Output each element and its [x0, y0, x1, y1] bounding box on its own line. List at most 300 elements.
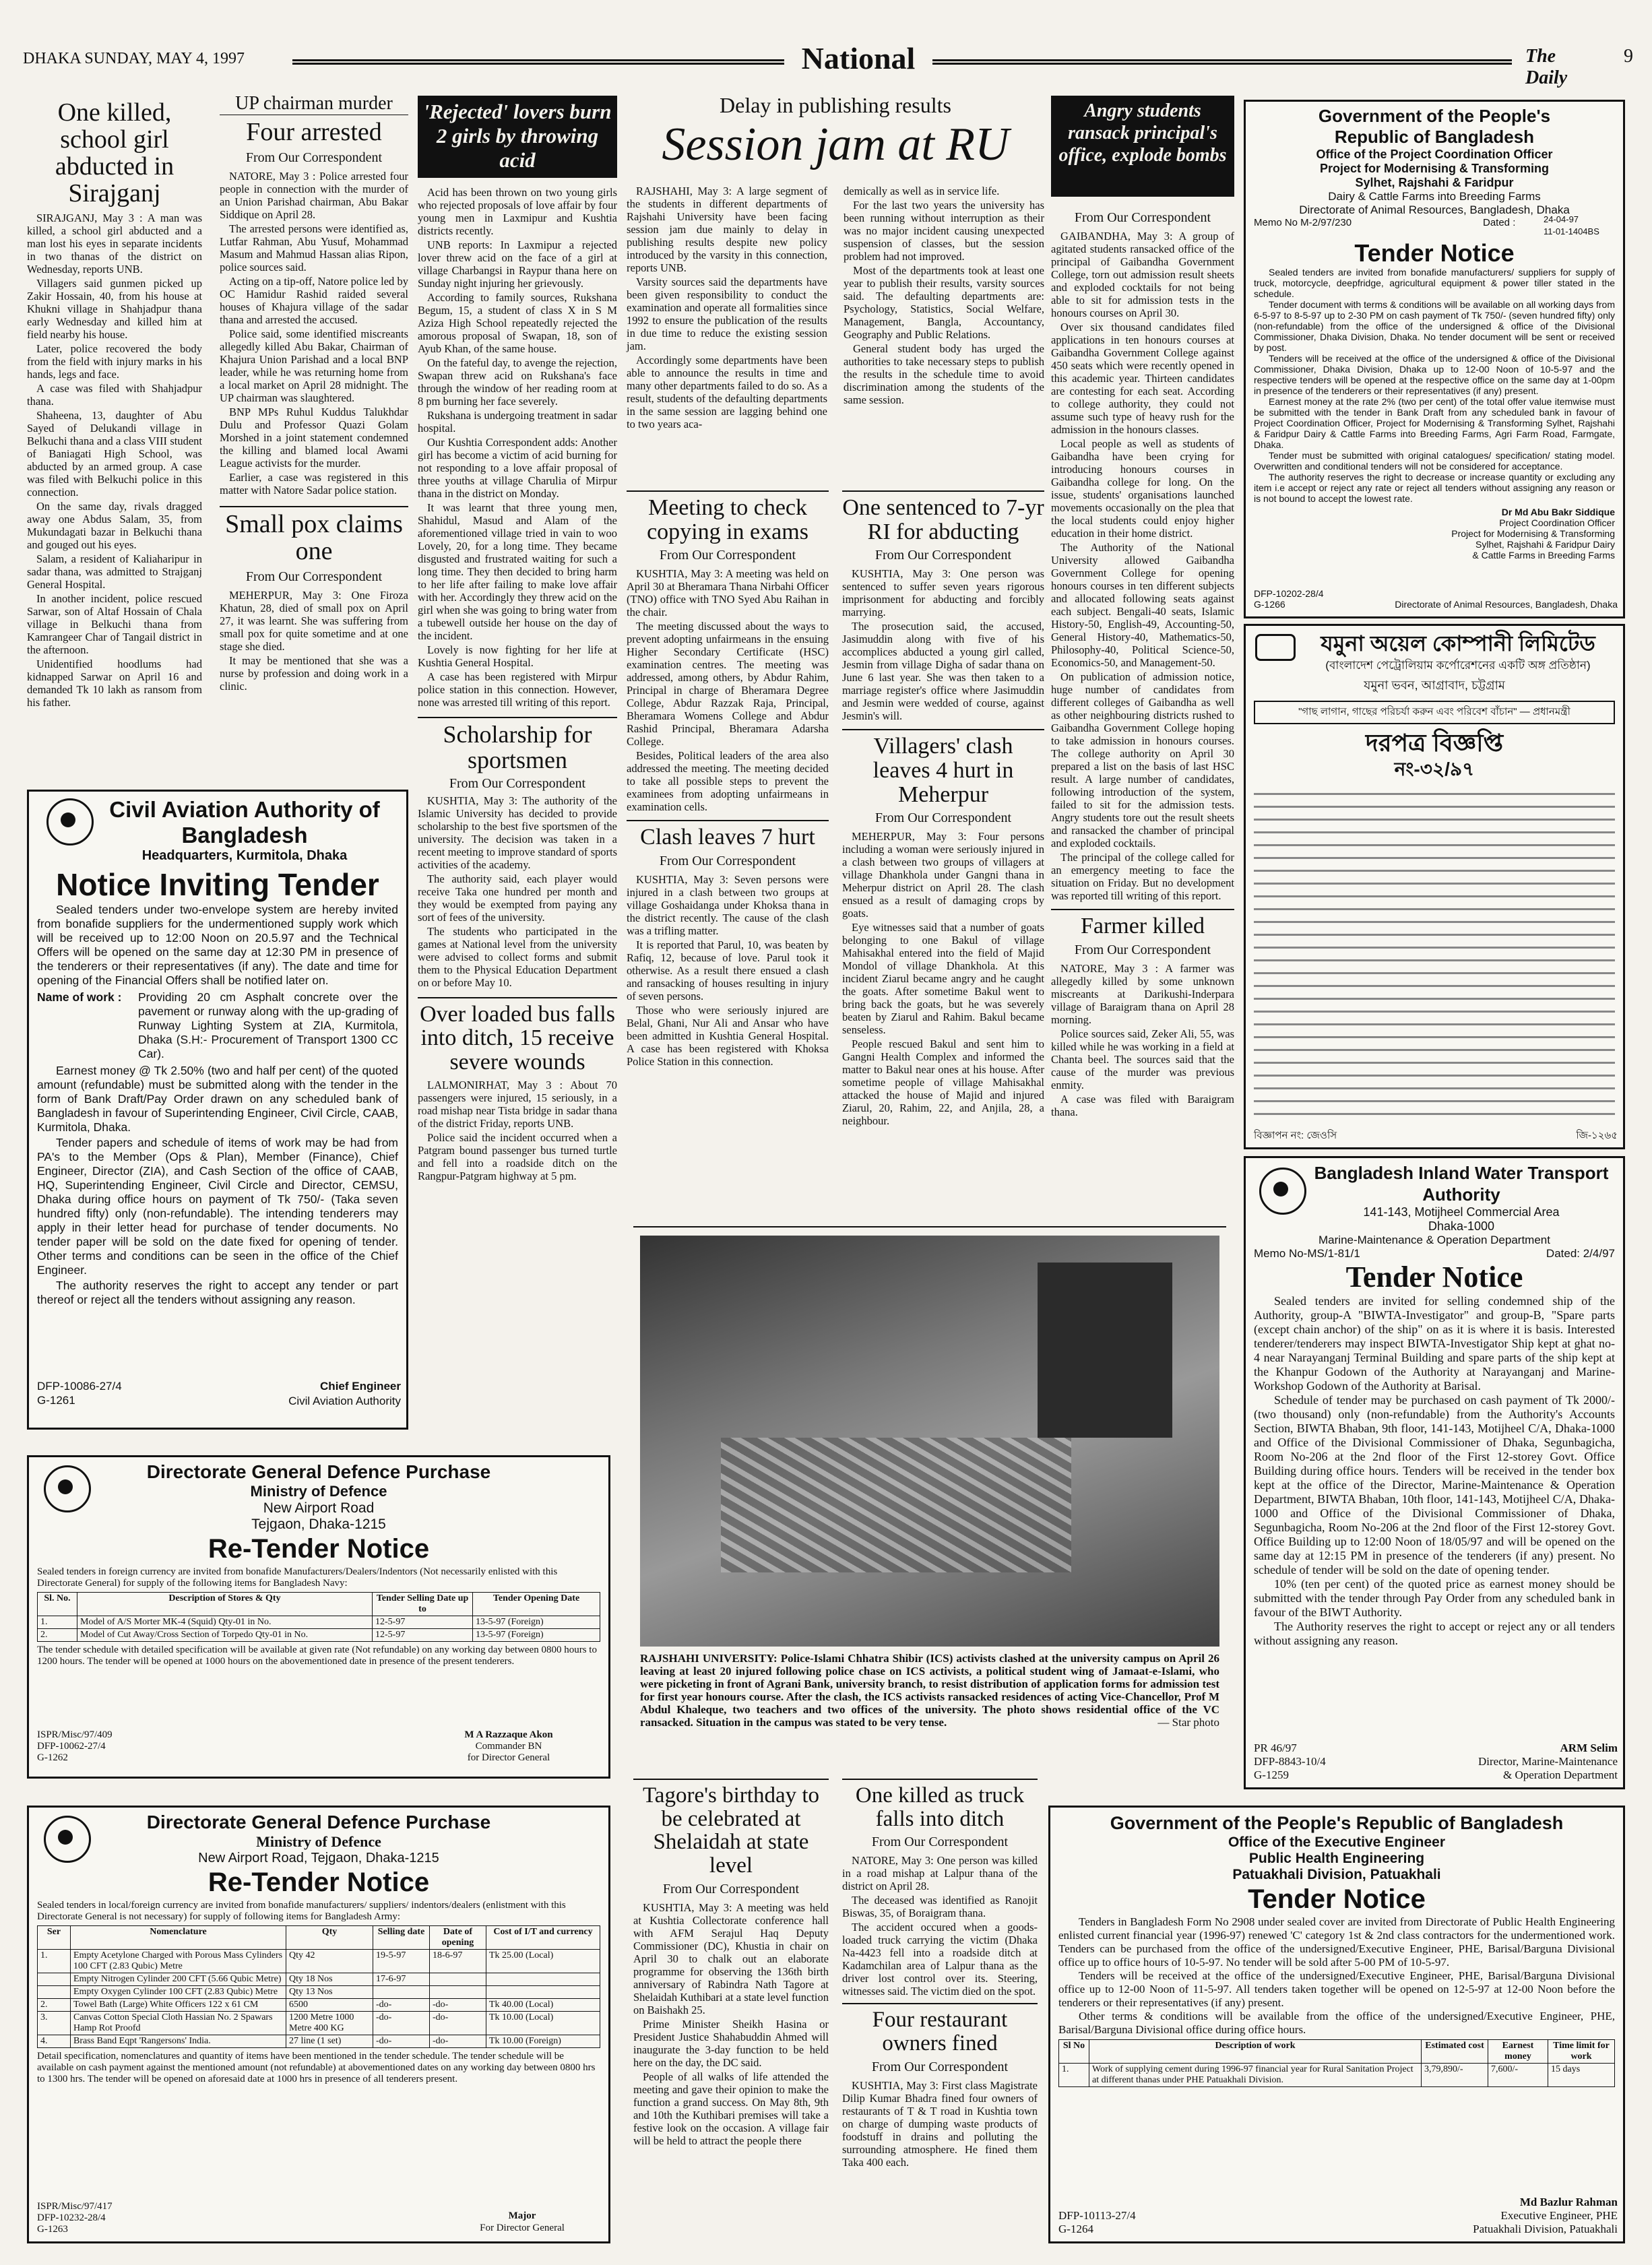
g-number: জি-১২৬৫ [1576, 1130, 1618, 1141]
notice-title: দরপত্র বিজ্ঞপ্তি [1365, 729, 1504, 757]
signer-line: Executive Engineer, PHE [1500, 2209, 1618, 2222]
work-label: Name of work : [37, 990, 122, 1004]
g-number: G-1259 [1254, 1768, 1289, 1781]
items-table [37, 1925, 600, 2048]
column-a [627, 185, 827, 432]
caab-emblem-icon [46, 798, 94, 846]
byline: From Our Correspondent [245, 569, 383, 584]
company-name: যমুনা অয়েল কোম্পানী লিমিটেড [1321, 631, 1595, 656]
paragraph: Local people as well as students of Gaibandha have been crying for introducing honours courses in Gaibandha college for long. On the issue, students' organisations launched movements occasionally on the plea that the local students could enjoy higher education in their home district. [1051, 437, 1234, 540]
paragraph: According to family sources, Rukshana Begum, 15, a student of class X in S M Aziza High School repeatedly rejected the amorous proposal of Swapan, 18, son of Ayub Khan, of the same house. [418, 291, 617, 355]
note-text: Detail specification, nomenclatures and quantity of items have been mentioned in the tender schedule. The tender schedule will be available on cash payment against the mentioned amount (not refundable) at abovementioned dates on any working day between 0800 hrs to 1300 hrs. The tender will be opened on aforesaid date at 1000 hrs in presence of all tenderers present. [37, 2051, 596, 2084]
cell: -do- [373, 2035, 430, 2048]
notice-title: Tender Notice [1354, 239, 1515, 267]
ad-phe-tender [1048, 1806, 1625, 2243]
notice-body [1058, 1915, 1615, 2037]
signer-line: Project Coordination Officer [1499, 517, 1615, 528]
office-line: Office of the Executive Engineer [1228, 1835, 1446, 1850]
dateline: DHAKA SUNDAY, MAY 4, 1997 [23, 50, 245, 67]
paragraph: It is reported that Parul, 10, was beaten by Rafiq, 12, because of love. Parul took it otherwise. As a result there ensued a clash and ransacking of houses resulting in injury of seven persons. [627, 938, 829, 1003]
paragraph: KUSHTIA, May 3: A meeting was held at Kushtia Collectorate conference hall with AFM Serajul Haq Deputy Commissioner (DC), Khustia in chair on April 30 to chalk out an elaborate programme for observing the 136th birth anniversary of Rabindra Nath Tagore at Shelaidah Kuthibari at a state level function on Baishakh 25. [633, 1901, 829, 2016]
masthead-rule-right [932, 59, 1512, 65]
byline: From Our Correspondent [245, 150, 383, 165]
notice-title: Notice Inviting Tender [56, 867, 379, 902]
table-row [38, 2035, 600, 2048]
paragraph: Earnest money @ Tk 2.50% (two and half per cent) of the quoted amount (refundable) must be submitted along with the tender in the form of Bank Draft/Pay Order drawn on any scheduled bank of Bangladesh in favour of Superintending Engineer, Civil Circle, CAAB, Kurmitola, Dhaka. [37, 1064, 398, 1134]
ref-number: DFP-10202-28/4 [1254, 588, 1324, 599]
ad-dgdp-navy [27, 1455, 610, 1779]
caption-text: RAJSHAHI UNIVERSITY: Police-Islami Chhatra Shibir (ICS) activists clashed at the university campus on April 26 leaving at least 20 injured following police chase on ICS activists, a political student wing of Jamaat-e-Islami, who were picketing in front of Agrani Bank, university branch, to resist distribution of application forms for admission test for first year honours course. After the clash, the ICS activists ransacked residences of acting Vice-Chancellor, Prof M Abdul Khaleque, two teachers and two offices of the university. The photo shows residential office of the VC ransacked. Situation in the campus was stated to be very tense. [640, 1652, 1219, 1729]
paragraph: The Authority reserves the right to accept or reject any or all tenders without assigning any reason. [1254, 1620, 1615, 1647]
article-angry-students [1051, 96, 1234, 1227]
cell: 12-5-97 [373, 1629, 473, 1642]
headline-restaurant: Four restaurant owners fined [842, 2003, 1038, 2055]
org-name: Directorate General Defence Purchase [146, 1461, 491, 1482]
signer-org: Civil Aviation Authority [288, 1395, 401, 1407]
work-table [1058, 2039, 1615, 2087]
byline: From Our Correspondent [875, 548, 1012, 563]
col-header: Description of work [1089, 2040, 1422, 2064]
paragraph: The principal of the college called for an emergency meeting to face the situation on Friday. But no development was reported till writing of this report. [1051, 851, 1234, 902]
col-header: Date of opening [430, 1926, 486, 1950]
address-line: New Airport Road [263, 1500, 375, 1516]
paragraph: Sealed tenders are invited from bonafide manufacturers/ suppliers for supply of truck, motorcycle, deepfridge, agricultural equipment & power tiller stated in the schedule. [1254, 267, 1615, 299]
cell [38, 1973, 71, 1986]
cell: Qty 18 Nos [286, 1973, 373, 1986]
cell [486, 1986, 600, 1999]
news-photo [640, 1236, 1219, 1647]
paragraph: The students who participated in the games at National level from the university were advised to collect forms and submit them to the Physical Education Department on or before May 10. [418, 924, 617, 989]
paragraph: Other terms & conditions will be available from the office of the undersigned/Executive Engineer, PHE, Barisal/Barguna Divisional office during office hours. [1058, 2010, 1615, 2036]
ministry: Ministry of Defence [250, 1483, 387, 1500]
photo-debris [721, 1438, 1071, 1572]
photo-credit: — Star photo [1157, 1716, 1219, 1729]
col-header: Description of Stores & Qty [77, 1593, 373, 1616]
signature-block [1254, 507, 1615, 561]
ref-number: ISPR/Misc/97/409 [37, 1729, 113, 1740]
ad-jamuna-oil [1244, 624, 1625, 1149]
paragraph: KUSHTIA, May 3: A meeting was held on April 30 at Bheramara Thana Nirbahi Officer (TNO) office with TNO Syed Abu Raihan in the chair. [627, 567, 829, 619]
col-header: Ser [38, 1926, 71, 1950]
signer-name: Dr Md Abu Bakr Siddique [1501, 507, 1615, 517]
paragraph: Acting on a tip-off, Natore police led by OC Hamidur Rashid raided several houses of Khajura village of the sadar thana and arrested the accused. [220, 274, 408, 326]
ad-footer [1254, 588, 1618, 612]
paragraph: A case has been registered with Mirpur police station in this connection. However, none was arrested till writing of this report. [418, 670, 617, 709]
ad-footer [37, 1729, 603, 1773]
paragraph: Shaheena, 13, daughter of Abu Sayed of Delukandi village in Belkuchi thana and a class VIII student of Baniagati High School, was abducted by an armed group. A case was filed with Belkuchi police in this connection. [27, 408, 202, 499]
cell: Tk 10.00 (Foreign) [486, 2035, 600, 2048]
cell: Towel Bath (Large) White Officers 122 x 61 CM [71, 1999, 286, 2012]
byline: From Our Correspondent [659, 854, 796, 869]
company-subtitle: (বাংলাদেশ পেট্রোলিয়াম কর্পোরেশনের একটি অঙ্গ প্রতিষ্ঠান) [1325, 659, 1591, 672]
cell: -do- [430, 2035, 486, 2048]
paragraph: NATORE, May 3 : Police arrested four people in connection with the murder of an Union Parishad chairman, Abu Bakar Siddique on April 28. [220, 169, 408, 221]
paragraph: The meeting discussed about the ways to prevent adopting unfairmeans in the ensuing Higher Secondary Certificate (HSC) examination centres. The meeting was addressed, among others, by Abdur Rahim, Principal in charge of Bheramara Degree College, Abdur Razzak Raja, Principal, Bheramara Womens College and Abdur Rashid Principal, Bheramara Adarsha College. [627, 620, 829, 748]
office-line: Sylhet, Rajshahi & Faridpur [1355, 176, 1514, 189]
headline-clash: Clash leaves 7 hurt [627, 820, 829, 850]
cell: 15 days [1548, 2064, 1615, 2087]
cell: Qty 13 Nos [286, 1986, 373, 1999]
paragraph: Tender must be submitted with original catalogues/ specification/ stating model. Overwritten and conditional tenders will not be considered for acceptance. [1254, 450, 1615, 472]
cell: Work of supplying cement during 1996-97 financial year for Rural Sanitation Project at different thanas under PHE Patuakhali Division. [1089, 2064, 1422, 2087]
article-copying [627, 490, 829, 1218]
table-row [1059, 2064, 1615, 2087]
cell: Empty Acetylone Charged with Porous Mass Cylinders 100 CFT (2.83 Qubic) Metre [71, 1950, 286, 1973]
notice-title: Tender Notice [1345, 1261, 1523, 1294]
headline-small-pox: Small pox claims one [220, 506, 408, 565]
byline: From Our Correspondent [871, 1835, 1009, 1850]
signer-name: Md Bazlur Rahman [1519, 2196, 1618, 2208]
paragraph: Tender papers and schedule of items of work may be had from PA's to the Member (Ops & Plan), Member (Finance), Chief Engineer, Director (ZIA), and Cash Section of the office of CAAB, HQ, Superintending Engineer, Civil Circle and Director, CEMSU, Dhaka during office hours on payment of Tk 750/- (Taka seven hundred fifty) only (non-refundable). The intending tenderers may apply in their letter head for purchase of tender documents. No tender paper will be sold on the date fixed for opening of tender. Other terms and conditions can be seen in the office of the Chief Engineer. [37, 1136, 398, 1277]
note-text: The tender schedule with detailed specification will be available at given rate (Not refundable) on any working day between 0800 hours to 1200 hours. The tender will be opened at 1000 hours on the abovementioned date in presence of the present tenderers. [37, 1645, 597, 1667]
biwta-emblem-icon [1259, 1168, 1306, 1215]
name-of-work [37, 990, 398, 1061]
signer-line: Directorate of Animal Resources, Bangladesh, Dhaka [1395, 599, 1618, 610]
paragraph: Tender document with terms & conditions will be available on all working days from 6-5-97 to 8-5-97 up to 2-30 PM on cash payment of Tk 750/- (seven hundred fifty) only (non-refundable) from the office of the undersigned & office of the Divisional Commissioner, Dhaka Division, Dhaka. No tender document will be sent or received by post. [1254, 299, 1615, 353]
notice-title: Re-Tender Notice [208, 1534, 430, 1564]
ad-animal-resources-tender [1244, 100, 1625, 618]
paragraph: General student body has urged the authorities to take necessary steps to publish the results in the schedule time to avoid discrimination among the students of the same session. [844, 342, 1044, 406]
paragraph: Eye witnesses said that a number of goats belonging to one Bakul of village Mahisakhal entered into the field of Majid Mondol of village Dhankhola. At this incident Ziarul became angry and he caught the goats. After sometime Bakul went to bring back the goats, but he was severely beaten by Ziarul and Rahim. Bakul became senseless. [842, 921, 1044, 1037]
paragraph: Most of the departments took at least one year to publish their results, varsity sources said. The defaulting departments are: Psychology, Statistics, Social Welfare, Management, Bangla, Accountancy, Geography and Public Relations. [844, 264, 1044, 341]
paragraph: KUSHTIA, May 3: Seven persons were injured in a clash between two groups at village Goshaidanga under Khoksa thana in the district recently. The cause of the clash was a trifling matter. [627, 873, 829, 938]
paragraph: Sealed tenders are invited for selling condemned ship of the Authority, group-A "BIWTA-Investigator" and group-B, "Spare parts (except chain anchor) of the ship" on as it is where it is basis. Interested tenderer/tenderers may inspect BIWTA-Investigator Ship kept at ghat no-4 near Narayanganj Terminal Building and spare parts of the ship kept at the Khanpur Godown of the Authority at Narayanganj and Marine-Workshop Godown of the Authority at Barisal. [1254, 1294, 1615, 1393]
signer-line: Director, Marine-Maintenance [1478, 1755, 1618, 1768]
paragraph: Tenders will be received at the office of the undersigned/Executive Engineer, PHE, Barisal/Barguna Divisional office up to 12-00 Noon of 11-5-97. All tenders taken together will be opened on 12-5-97 at 12-00 Noon before the tenderers or their representatives (if any) present. [1058, 1969, 1615, 2009]
paragraph: In another incident, police rescued Sarwar, son of Altaf Hossain of Chala village in Belkuchi thana from Kamrangeer Char of Tangail district in the afternoon. [27, 592, 202, 656]
ref-number: বিজ্ঞাপন নং: জেওসি [1254, 1130, 1337, 1141]
article-body [842, 830, 1044, 1127]
cell: Canvas Cotton Special Cloth Hassian No. 2 Spawars Hamp Rot Proofd [71, 2012, 286, 2035]
article-body [627, 567, 829, 813]
address-line: Tejgaon, Dhaka-1215 [251, 1517, 386, 1532]
headline: Angry students ransack principal's office, explode bombs [1058, 100, 1227, 166]
table-row [38, 1950, 600, 1973]
ref-number: ISPR/Misc/97/417 [37, 2201, 113, 2212]
byline: From Our Correspondent [1074, 942, 1211, 957]
article-body [27, 212, 202, 709]
paragraph: On publication of admission notice, huge number of candidates from different colleges of Gaibandha as well as other neighbouring districts rushed to Gaibandha Government College hoping to take admission in honours courses. The college authority on April 30 prepared a list on the basis of last HSC result. A large number of candidates, following introduction of the system, failed to sit for the admission tests. Angry students tore out the result sheets and ransacked the chamber of principal and exploded cocktails. [1051, 670, 1234, 850]
article-abducting [842, 490, 1044, 1218]
ref-number: DFP-8843-10/4 [1254, 1755, 1326, 1768]
masthead [23, 40, 1633, 88]
signer-line: Sylhet, Rajshahi & Faridpur Dairy [1475, 539, 1615, 550]
col-header: Cost of I/T and currency [486, 1926, 600, 1950]
headline-scholarship: Scholarship for sportsmen [418, 717, 617, 773]
gov-line: Government of the People's [1318, 106, 1551, 126]
ref-number: DFP-10086-27/4 [37, 1380, 122, 1393]
table-row [38, 1629, 600, 1642]
paragraph: MEHERPUR, May 3: Four persons including a woman were seriously injured in a clash between two groups of villagers at village Dhankhola under Gangni thana in Meherpur district on April 28. The clash ensued as a result of damaging crops by goats. [842, 830, 1044, 920]
address-line: 141-143, Motijheel Commercial Area [1363, 1205, 1560, 1219]
paragraph: MEHERPUR, May 3: One Firoza Khatun, 28, died of small pox on April 27, it was learnt. She was suffering from small pox for quite sometime and at one stage she died. [220, 588, 408, 653]
table-row [38, 2012, 600, 2035]
headline: Session jam at RU [662, 119, 1009, 170]
article-body [220, 589, 408, 693]
byline: From Our Correspondent [1074, 210, 1211, 225]
cell: 6500 [286, 1999, 373, 2012]
gov-line: Republic of Bangladesh [1334, 127, 1535, 147]
cell: 1. [38, 1950, 71, 1973]
g-number: G-1262 [37, 1752, 68, 1763]
items-table [37, 1592, 600, 1642]
table-row [38, 1616, 600, 1629]
notice-number: নং-৩২/৯৭ [1394, 759, 1475, 779]
signer-rank: Major [508, 2210, 536, 2221]
paragraph: Schedule of tender may be purchased on cash payment of Tk 2000/- (two thousand) only (non-refundable) from the Authority's Accounts Section, BIWTA Bhaban, 9th floor, 141-143, Motijheel C/A, Dhaka-1000 and Office of the Divisional Commissioner of Dhaka, Segunbagicha, Room No-206 at the 2nd floor of the First 12-storey Govt. Office Building during office hours. Tenders will be received in the tender box kept at the office of the Director, Marine-Maintenance & Operation Department, BIWTA Bhaban, 10th floor, 141-143, Motijheel C/A, Dhaka-1000 and Office of the Divisional Commissioner of Dhaka, Segunbagicha, Room No-206 at the 2nd floor of the First 12-storey Govt. Office Building up to 12:00 Noon of 18/05/97 and will be opened on the same day at 12:15 PM in presence of the tenderers (if any) present. No schedule of tender will be sold on the date of opening tender. [1254, 1393, 1615, 1576]
headline-kicker: UP chairman murder [220, 93, 408, 115]
g-number: G-1261 [37, 1394, 75, 1407]
org-name: Civil Aviation Authority of Bangladesh [109, 797, 380, 848]
dated: Dated: 2/4/97 [1546, 1247, 1615, 1260]
paragraph: It may be mentioned that she was a nurse by profession and doing work in a clinic. [220, 653, 408, 693]
paragraph: On the fateful day, to avenge the rejection, Swapan threw acid on Rukshana's face through the window of her reading room at 8 pm burning her face severely. [418, 356, 617, 408]
cell: 18-6-97 [430, 1950, 486, 1973]
cell: -do- [373, 1999, 430, 2012]
paragraph: LALMONIRHAT, May 3 : About 70 passengers were injured, 15 seriously, in a road mishap near Tista bridge in sadar thana of the district Friday, reports UNB. [418, 1078, 617, 1130]
headline: Meeting to check copying in exams [647, 495, 808, 544]
signer-line: Patuakhali Division, Patuakhali [1473, 2223, 1618, 2235]
signer-title: Chief Engineer [320, 1380, 401, 1393]
col-header: Qty [286, 1926, 373, 1950]
memo-number: Memo No M-2/97/230 [1254, 217, 1352, 228]
article-body [842, 567, 1044, 722]
cell: -do- [430, 1999, 486, 2012]
ad-biwta-tender [1244, 1156, 1625, 1789]
article-body [1051, 962, 1234, 1118]
paragraph: demically as well as in service life. [844, 185, 1000, 197]
table-header [1059, 2040, 1615, 2064]
ad-footer [37, 2201, 603, 2237]
signer-rank: Commander BN [475, 1741, 542, 1752]
paragraph: Salam, a resident of Kaliaharipur in sadar thana, was admitted to Strajganj General Hospital. [27, 552, 202, 591]
table-header [38, 1926, 600, 1950]
photo-caption [640, 1652, 1219, 1729]
article-acid [418, 96, 617, 1443]
headline: Four arrested [246, 118, 382, 146]
paragraph: NATORE, May 3: One person was killed in a road mishap at Lalpur thana of the district on April 28. [842, 1854, 1038, 1893]
address-line: Dhaka-1000 [1428, 1219, 1495, 1233]
paragraph: Villagers said gunmen picked up Zakir Hossain, 40, from his house at Khukni village in Shahjadpur thana early Wednesday and killed him at field nearby his house. [27, 276, 202, 341]
signer-for: For Director General [480, 2223, 565, 2233]
signer-name: ARM Selim [1560, 1742, 1618, 1754]
headline-farmer: Farmer killed [1051, 909, 1234, 938]
headline-bus: Over loaded bus falls into ditch, 15 receive severe wounds [418, 997, 617, 1075]
paragraph: GAIBANDHA, May 3: A group of agitated students ransacked office of the principal of Gaibandha Government College, torn out admission result sheets and exploded cocktails for not being able to sit for admission tests in the honours courses on April 30. [1051, 230, 1234, 319]
cell: 1. [38, 1616, 77, 1629]
g-number: G-1266 [1254, 599, 1285, 610]
paragraph: NATORE, May 3 : A farmer was allegedly killed by some unknown miscreants at Darikushi-Inderpara village of Baraigram thana on April 28 morning. [1051, 961, 1234, 1026]
cell: Tk 25.00 (Local) [486, 1950, 600, 1973]
org-name: Directorate General Defence Purchase [146, 1812, 491, 1832]
cell: 27 line (1 set) [286, 2035, 373, 2048]
notice-body [1254, 1294, 1615, 1648]
byline: From Our Correspondent [871, 2059, 1009, 2074]
paragraph: Earnest money at the rate 2% (two per cent) of the total offer value itemwise must be submitted with the tender in Bank Draft from any scheduled bank in favour of Project Coordination Officer, Project for Modernising & Transforming Sylhet, Rajshahi & Faridpur Dairy & Cattle Farms into Breeding Farms, Agri Farm Road, Farmgate, Dhaka. [1254, 396, 1615, 450]
article-up-chairman [220, 93, 408, 753]
col-header: Time limit for work [1548, 2040, 1615, 2064]
article-body [842, 1854, 1038, 1998]
masthead-rule-left [292, 59, 784, 65]
cell: 1200 Metre 1000 Metre 400 KG [286, 2012, 373, 2035]
headline: One sentenced to 7-yr RI for abducting [842, 495, 1044, 544]
paragraph: Prime Minister Sheikh Hasina or President Justice Shahabuddin Ahmed will inaugurate the 3-day function to be held here on the day, the DC said. [633, 2017, 829, 2069]
section-title: National [801, 41, 916, 75]
paragraph: BNP MPs Ruhul Kuddus Talukhdar Dulu and Professor Quazi Golam Morshed in a joint statement condemned the killing and blamed local Awami League activists for the murder. [220, 405, 408, 470]
col-header: Nomenclature [71, 1926, 286, 1950]
col-header: Sl No [1059, 2040, 1089, 2064]
office-line: Dairy & Cattle Farms into Breeding Farms [1328, 190, 1541, 203]
pr-number: PR 46/97 [1254, 1742, 1297, 1754]
dated-label: Dated : [1483, 217, 1516, 228]
article-body [1051, 230, 1234, 902]
cell: 3,79,890/- [1422, 2064, 1488, 2087]
article-body [842, 2079, 1038, 2169]
org-name: Bangladesh Inland Water Transport Authority [1314, 1163, 1609, 1205]
byline: From Our Correspondent [659, 548, 796, 563]
cell: Tk 40.00 (Local) [486, 1999, 600, 2012]
gov-line: Government of the People's Republic of Bangladesh [1110, 1813, 1564, 1833]
headline-meherpur: Villagers' clash leaves 4 hurt in Meherpur [842, 729, 1044, 806]
table-row [38, 1986, 600, 1999]
paragraph: The deceased was identified as Ranojit Biswas, 35, of Boraigram thana. [842, 1894, 1038, 1920]
col-header: Selling date [373, 1926, 430, 1950]
notice-body [1254, 267, 1615, 504]
ref-number: DFP-10113-27/4 [1058, 2209, 1136, 2222]
column-b [844, 185, 1044, 408]
table-header [38, 1593, 600, 1616]
headline: One killed, school girl abducted in Sirajganj [55, 98, 174, 208]
paragraph: Lovely is now fighting for her life at Kushtia General Hospital. [418, 643, 617, 669]
article-body [627, 873, 829, 1068]
headline-kicker: Delay in publishing results [720, 93, 951, 117]
byline: From Our Correspondent [875, 810, 1012, 826]
paragraph: Those who were seriously injured are Belal, Ghani, Nur Ali and Ansar who have been admitted in Kushtia General Hospital. A case has been registered with Khoksa Police Station in this connection. [627, 1004, 829, 1068]
table-row [38, 1973, 600, 1986]
paragraph: Rukshana is undergoing treatment in sadar hospital. [418, 409, 617, 435]
page-number: 9 [1624, 46, 1633, 67]
headline: Tagore's birthday to be celebrated at Shelaidah at state level [642, 1783, 820, 1878]
paragraph: Varsity sources said the departments have been given responsibility to conduct the examination and operate all formalities since 1992 to ensure the publication of the results in due time to reduce the existing session jam. [627, 276, 827, 352]
paragraph: SIRAJGANJ, May 3 : A man was killed, a school girl abducted and a man lost his eyes in separate incidents in two thanas of the district on Wednesday, reports UNB. [27, 211, 202, 276]
paragraph: The authority reserves the right to decrease or increase quantity or excluding any item i.e accept or reject any rate or reject all tenders without assigning any reason or is not bound to accept the lowest rate. [1254, 472, 1615, 504]
dated-gregorian: 24-04-97 [1544, 214, 1579, 224]
col-header: Earnest money [1488, 2040, 1548, 2064]
col-header: Estimated cost [1422, 2040, 1488, 2064]
paragraph: The prosecution said, the accused, Jasimuddin along with five of his accomplices abducted a young girl called, Jesmin from village Digha of sadar thana on June 6 last year. She was then taken to a marriage register's office where Jasimuddin and Jesmin were wedded of course, against Jesmin's will. [842, 620, 1044, 723]
paragraph: Accordingly some departments have been able to announce the results in time and many other departments failed to do so. As a result, students of the defaulting departments in the same session are lagging behind one to two years aca- [627, 354, 827, 430]
org-address: Headquarters, Kurmitola, Dhaka [141, 848, 348, 863]
article-truck [842, 1779, 1038, 2250]
col-header: Tender Opening Date [473, 1593, 600, 1616]
paragraph: Police said, some identified miscreants allegedly killed Abu Bakar, Chairman of Khajura Union Parishad and a local BNP leader, while he was returning home from a local market on April 28 midnight. The UP chairman was slaughtered. [220, 327, 408, 404]
cell [38, 1986, 71, 1999]
g-number: G-1264 [1058, 2223, 1093, 2235]
paragraph: Police said the incident occurred when a Patgram bound passenger bus turned turtle and fell into a roadside ditch on the Rangpur-Patgram highway at 5 pm. [418, 1130, 617, 1182]
article-body [220, 170, 408, 497]
signer-line: Project for Modernising & Transforming [1451, 528, 1615, 539]
cell: 12-5-97 [373, 1616, 473, 1629]
byline: From Our Correspondent [449, 775, 586, 791]
headline: One killed as truck falls into ditch [855, 1783, 1025, 1831]
table-row [38, 1999, 600, 2012]
cell: 7,600/- [1488, 2064, 1548, 2087]
cell: Tk 10.00 (Local) [486, 2012, 600, 2035]
paragraph: The authority said, each player would receive Taka one hundred per month and they would be exempted from paying any sort of fees of the university. [418, 872, 617, 924]
paragraph: For the last two years the university has been running without interruption as their was no major incident causing unexpected suspension of classes, but the session problem had not improved. [844, 199, 1044, 263]
paragraph: Unidentified hoodlums had kidnapped Sarwar on April 16 and demanded Tk 10 lakh as ransom from his father. [27, 657, 202, 709]
notice-title: Re-Tender Notice [208, 1868, 430, 1897]
col-header: Tender Selling Date up to [373, 1593, 473, 1616]
article-body [633, 1901, 829, 2147]
paragraph: Tenders will be received at the office of the undersigned & office of the Divisional Commissioner, Dhaka Division, Dhaka up to 12-00 Noon of 10-5-97 and the respective tenders will be opened at the respective office on the same day at 1-00pm in presence of the tenderers or their representatives (if any) present. [1254, 353, 1615, 396]
byline: From Our Correspondent [662, 1881, 800, 1896]
col-header: Sl. No. [38, 1593, 77, 1616]
paper-name: The Daily [1525, 46, 1568, 88]
paragraph: The accident occured when a goods-loaded truck carrying the victim (Dhaka Na-4423 fell into a roadside ditch at Kadamchilan area of Lalpur thana as the driver lost control over its. Steering, witnesses said. The victim died on the spot. [842, 1921, 1038, 1998]
paragraph: KUSHTIA, May 3: One person was sentenced to suffer seven years rigorous imprisonment for abducting and forcibly marrying. [842, 567, 1044, 619]
cell: Brass Band Eqpt 'Rangersons' India. [71, 2035, 286, 2048]
cell: Qty 42 [286, 1950, 373, 1973]
article-sirajganj [27, 100, 202, 780]
office-line: Public Health Engineering [1248, 1851, 1425, 1866]
paragraph: Earlier, a case was registered in this matter with Natore Sadar police station. [220, 470, 408, 497]
notice-body [37, 903, 398, 1307]
cell: 19-5-97 [373, 1950, 430, 1973]
bengali-body-text [1254, 785, 1615, 1115]
headline-box [1051, 96, 1234, 197]
paragraph: People of all walks of life attended the meeting and gave their opinion to make the function a grand success. On May 8th, 9th and 10th the Kuthibari premises will take a festive look on the occasion. A village fair will be held to attract the people there [633, 2070, 829, 2147]
paragraph: It was learnt that three young men, Shahidul, Masud and Alam of the aforementioned village tried in vain to woo Lovely, 20, for a long time. They became disgusted and frustrated waiting for such a long time. They then decided to bring harm to her life after failing to make love affair with her. Accordingly they threw acid on the girl when she was going to bring water from a tubewell outside her house on the day of the incident. [418, 501, 617, 642]
paragraph: Over six thousand candidates filed applications in ten honours courses at Gaibandha Government College against 450 seats which were recently opened in this academic year. Thirteen candidates are contesting for each seat. According to college authority, they could not assume such type of heavy rush for the admission in the honours classes. [1051, 321, 1234, 436]
cell: Empty Nitrogen Cylinder 200 CFT (5.66 Qubic Metre) [71, 1973, 286, 1986]
ad-footer [37, 1379, 401, 1422]
signer-name: M A Razzaque Akon [464, 1729, 553, 1740]
cell: -do- [430, 2012, 486, 2035]
dgdp-emblem-icon [44, 1816, 91, 1863]
ad-dgdp-army [27, 1806, 610, 2243]
paragraph: The Authority of the National University allowed Gaibandha Government College for opening honours courses in ten different subjects and allocated following seats against each subject. Bengali-40 seats, Islamic History-50, English-49, Accounting-50, General History-40, Mathematics-50, Philosophy-40, Political Science-50, Economics-50, and Management-50. [1051, 541, 1234, 669]
paragraph: Sealed tenders under two-envelope system are hereby invited from bonafide suppliers for the undermentioned supply work which will be received up to 12:00 Noon on 20.5.97 and the Technical Offers will be opened on the same day at 12:30 PM in presence of the tenderers or their representatives (if any). The date and time for opening of the Financial Offers shall be notified later on. [37, 903, 398, 987]
dated-bengali: 11-01-1404BS [1544, 226, 1599, 236]
cell: 2. [38, 1999, 71, 2012]
cell: 1. [1059, 2064, 1089, 2087]
paragraph: Later, police recovered the body from the field with injury marks in his hands, legs and face. [27, 342, 202, 381]
paragraph: UNB reports: In Laxmipur a rejected lover threw acid on the face of a girl at village Charbangsi in Raypur thana here on Sunday night injuring her grievously. [418, 238, 617, 290]
article-text [1051, 208, 1234, 1120]
paragraph: RAJSHAHI, May 3: A large segment of the students in different departments of Rajshahi University have been facing session jam due mainly to delay in publishing results despite new policy introduced by the varsity in this connection, reports UNB. [627, 185, 827, 274]
ad-footer [1058, 2196, 1618, 2237]
signer-line: & Cattle Farms in Breeding Farms [1472, 550, 1615, 561]
ministry: Ministry of Defence [256, 1833, 381, 1850]
signer-for: for Director General [467, 1752, 550, 1763]
ad-caab-tender [27, 790, 408, 1430]
article-body [418, 186, 617, 1184]
paragraph: 10% (ten per cent) of the quoted price as earnest money should be submitted with the tender through Pay Order from any scheduled bank in favour of the BIWT Authority. [1254, 1577, 1615, 1619]
ad-footer [1254, 1130, 1618, 1143]
ad-footer [1254, 1742, 1618, 1783]
dgdp-emblem-icon [44, 1465, 91, 1512]
paragraph: On the same day, rivals dragged away one Abdus Salam, 35, from Mukundagati bazar in Belkuchi thana and gouged out his eyes. [27, 499, 202, 551]
paragraph: A case was filed with Baraigram thana. [1051, 1092, 1234, 1118]
paragraph: The arrested persons were identified as, Lutfar Rahman, Abu Yusuf, Mohammad Masum and Mahmud Hassan alias Ripon, police sources said. [220, 222, 408, 274]
memo-line [1254, 214, 1615, 240]
address-line: New Airport Road, Tejgaon, Dhaka-1215 [198, 1851, 439, 1865]
jamuna-logo-icon [1255, 634, 1296, 661]
cell: 3. [38, 2012, 71, 2035]
cell: 4. [38, 2035, 71, 2048]
memo-number: Memo No-MS/1-81/1 [1254, 1247, 1360, 1260]
